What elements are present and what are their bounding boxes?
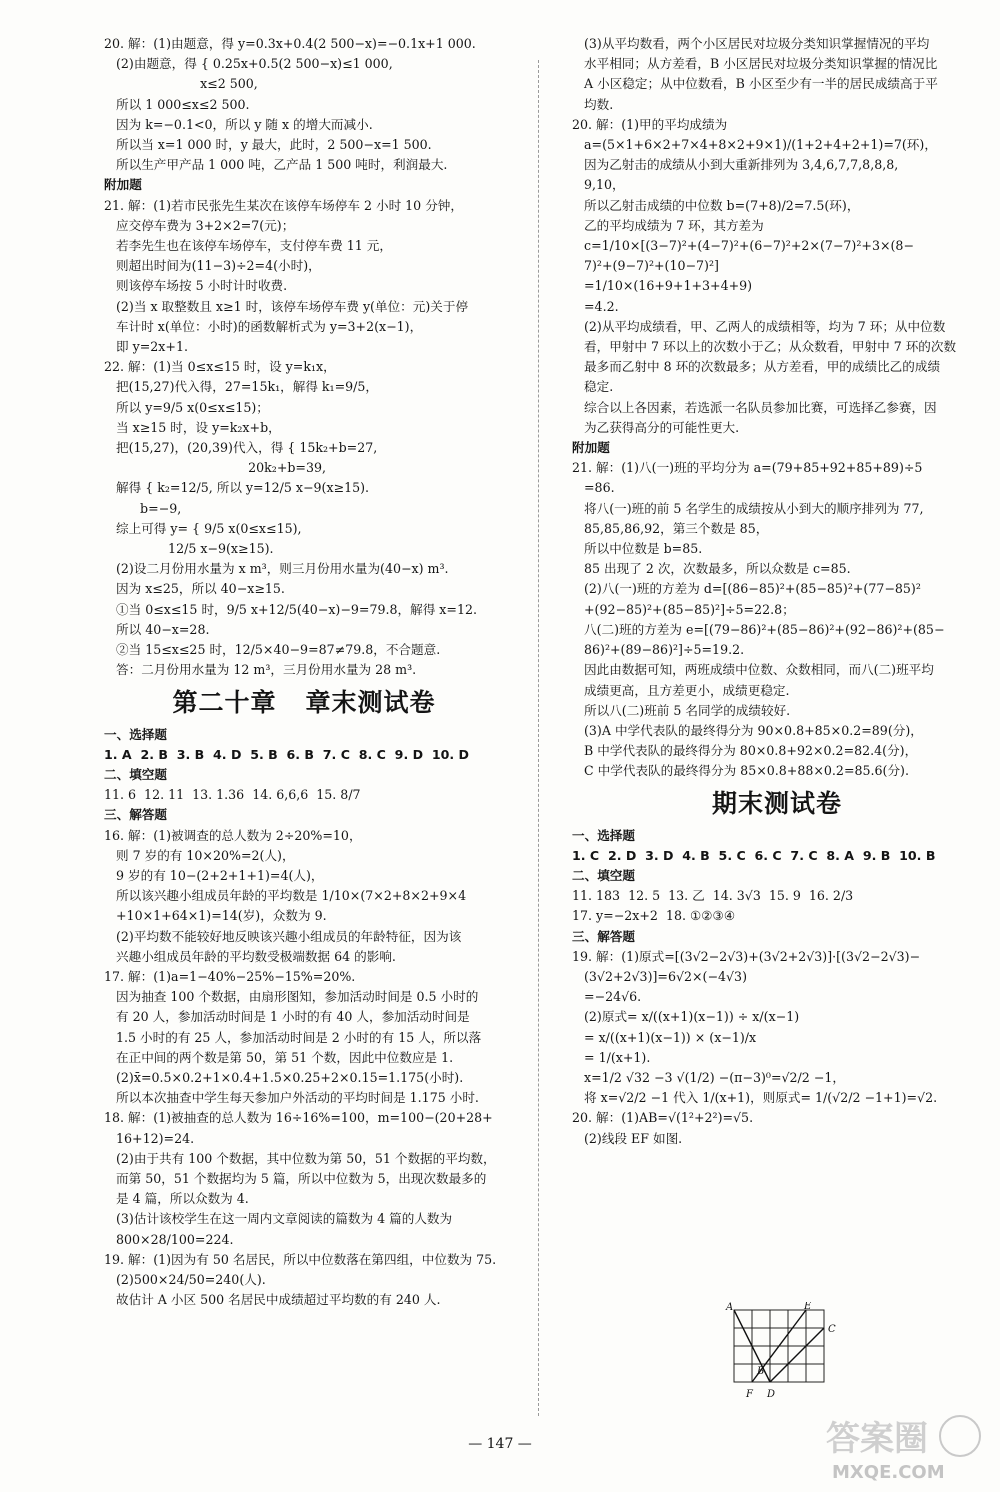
text-line: 所以八(二)班前 5 名同学的成绩较好. <box>572 702 791 718</box>
text-line: 因为乙射击的成绩从小到大重新排列为 3,4,6,7,7,8,8,8, <box>572 157 899 173</box>
question-line: 17. 解：(1)a=1−40%−25%−15%=20%. <box>104 968 356 984</box>
text-line: 所以该兴趣小组成员年龄的平均数是 1/10×(7×2+8×2+9×4 <box>104 888 467 904</box>
text-line: =86. <box>572 480 615 496</box>
text-line: 在正中间的两个数是第 50，第 51 个数，因此中位数应是 1. <box>104 1049 454 1065</box>
text-line: (2)x̄=0.5×0.2+1×0.4+1.5×0.25+2×0.15=1.175(小时). <box>104 1069 464 1085</box>
text-line: 因为 k=−0.1<0，所以 y 随 x 的增大而减小. <box>104 116 373 132</box>
text-line: (3)从平均数看，两个小区居民对垃圾分类知识掌握情况的平均 <box>572 36 930 51</box>
question-line: 16. 解：(1)被调查的总人数为 2÷20%=10， <box>104 827 362 843</box>
text-line: 成绩更高，且方差更小，成绩更稳定. <box>572 682 790 698</box>
text-line: (2)由于共有 100 个数据，其中位数为第 50，51 个数据的平均数， <box>104 1150 496 1166</box>
text-line: (2)八(一)班的方差为 d=[(86−85)²+(85−85)²+(77−85)² <box>572 581 921 597</box>
watermark-text: 答案圈 <box>826 1419 928 1459</box>
text-line: = 1/(x+1). <box>572 1049 651 1065</box>
text-line: 因为 x≤25，所以 40−x≥15. <box>104 581 285 597</box>
text-line: (3)A 中学代表队的最终得分为 90×0.8+85×0.2=89(分)， <box>572 722 923 738</box>
text-line: (2)线段 EF 如图. <box>572 1130 683 1146</box>
section-heading: 三、解答题 <box>104 807 167 823</box>
text-line: 即 y=2x+1. <box>104 339 188 355</box>
text-line: = x/((x+1)(x−1)) × (x−1)/x <box>572 1029 757 1045</box>
question-line: 21. 解：(1)八(一)班的平均分为 a=(79+85+92+85+89)÷5 <box>572 460 923 476</box>
text-line: 所以当 x=1 000 时，y 最大，此时，2 500−x=1 500. <box>104 137 432 153</box>
text-line: 所以本次抽查中学生每天参加户外活动的平均时间是 1.175 小时. <box>104 1090 479 1106</box>
text-line: 解得 { k₂=12/5, 所以 y=12/5 x−9(x≥15). <box>104 480 370 496</box>
question-line: 21. 解：(1)若市民张先生某次在该停车场停车 2 小时 10 分钟， <box>104 197 463 213</box>
text-line: 所以乙射击成绩的中位数 b=(7+8)/2=7.5(环)， <box>572 197 860 213</box>
watermark-url: MXQE.COM <box>832 1462 945 1483</box>
text-line: (2)原式= x/((x+1)(x−1)) ÷ x/(x−1) <box>572 1009 800 1025</box>
section-heading: 附加题 <box>572 440 610 456</box>
text-line: 86)²+(89−86)²]÷5=19.2. <box>572 642 745 658</box>
right-column <box>572 34 982 1149</box>
text-line: (3√2+2√3)]=6√2×(−4√3) <box>572 968 747 984</box>
text-line: c=1/10×[(3−7)²+(4−7)²+(6−7)²+2×(7−7)²+3×(8− <box>572 238 914 254</box>
text-line: x=1/2 √32 −3 √(1/2) −(π−3)⁰=√2/2 −1， <box>572 1069 845 1085</box>
text-line: 最多而乙射中 8 环的次数最多；从方差看，甲的成绩比乙的成绩 <box>572 359 941 375</box>
label-a: A <box>726 1302 734 1313</box>
text-line: 答：二月份用水量为 12 m³，三月份用水量为 28 m³. <box>104 662 417 678</box>
text-line: a=(5×1+6×2+7×4+8×2+9×1)/(1+2+4+2+1)=7(环)， <box>572 137 937 153</box>
text-line: 应交停车费为 3+2×2=7(元)； <box>104 217 295 233</box>
text-line: (2)由题意，得 { 0.25x+0.5(2 500−x)≤1 000, <box>104 56 393 72</box>
text-line: 则该停车场按 5 小时计时收费. <box>104 278 288 294</box>
question-line: 20. 解：(1)AB=√(1²+2²)=√5. <box>572 1110 754 1126</box>
section-heading: 二、填空题 <box>572 867 635 883</box>
text-line: 因此由数据可知，两班成绩中位数、众数相同，而八(二)班平均 <box>572 662 934 678</box>
text-line: 所以中位数是 b=85. <box>572 541 703 557</box>
section-heading: 二、填空题 <box>104 766 167 782</box>
section-heading: 一、选择题 <box>104 726 167 742</box>
text-line: 800×28/100=224. <box>104 1231 234 1247</box>
text-line: (2)设二月份用水量为 x m³，则三月份用水量为(40−x) m³. <box>104 561 449 577</box>
text-line: 均数. <box>572 96 614 112</box>
text-line: 车计时 x(单位：小时)的函数解析式为 y=3+2(x−1)， <box>104 318 423 334</box>
text-line: =1/10×(16+9+1+3+4+9) <box>572 278 753 294</box>
column-divider <box>538 60 539 1416</box>
text-line: 若李先生也在该停车场停车，支付停车费 11 元， <box>104 238 392 254</box>
text-line: 12/5 x−9(x≥15). <box>104 541 274 557</box>
text-line: 1. C 2. D 3. D 4. B 5. C 6. C 7. C 8. A 9. B 10. B <box>572 847 936 863</box>
text-line: A 小区稳定；从中位数看，B 小区至少有一半的居民成绩高于平 <box>572 76 938 92</box>
text-line: 稳定. <box>572 379 614 395</box>
text-line: 所以 40−x=28. <box>104 621 210 637</box>
question-line: 19. 解：(1)因为有 50 名居民，所以中位数落在第四组，中位数为 75. <box>104 1251 497 1267</box>
text-line: (2)从平均成绩看，甲、乙两人的成绩相等，均为 7 环；从中位数 <box>572 318 946 334</box>
text-line: 而第 50，51 个数据均为 5 篇，所以中位数为 5，出现次数最多的 <box>104 1170 487 1186</box>
text-line: 所以 y=9/5 x(0≤x≤15)； <box>104 399 269 415</box>
segment-dc <box>770 1328 824 1382</box>
text-line: C 中学代表队的最终得分为 85×0.8+88×0.2=85.6(分). <box>572 763 909 779</box>
text-line: 因为抽查 100 个数据，由扇形图知，参加活动时间是 0.5 小时的 <box>104 989 479 1005</box>
text-line: 把(15,27)代入得，27=15k₁，解得 k₁=9/5， <box>104 379 379 395</box>
label-c: C <box>828 1324 836 1335</box>
section-title: 第二十章 章末测试卷 <box>172 687 436 717</box>
text-line: 是 4 篇，所以众数为 4. <box>104 1191 249 1207</box>
text-line: 20k₂+b=39, <box>104 460 327 476</box>
text-line: ①当 0≤x≤15 时，9/5 x+12/5(40−x)−9=79.8，解得 x=12. <box>104 601 477 617</box>
text-line: 1. A 2. B 3. B 4. D 5. B 6. B 7. C 8. C 9. D 10. D <box>104 746 469 762</box>
label-f: F <box>746 1389 753 1400</box>
text-line: 兴趣小组成员年龄的平均数受极端数据 64 的影响. <box>104 948 396 964</box>
text-line: 9 岁的有 10−(2+2+1+1)=4(人)， <box>104 867 324 883</box>
text-line: (2)500×24/50=240(人). <box>104 1271 266 1287</box>
question-line: 19. 解：(1)原式=[(3√2−2√3)+(3√2+2√3)]·[(3√2−2√3)− <box>572 948 921 964</box>
text-line: 水平相同；从方差看，B 小区居民对垃圾分类知识掌握的情况比 <box>572 56 938 72</box>
text-line: 则 7 岁的有 10×20%=2(人)， <box>104 847 295 863</box>
text-line: 7)²+(9−7)²+(10−7)²] <box>572 258 719 274</box>
text-line: b=−9, <box>104 500 182 516</box>
label-d: D <box>767 1389 776 1400</box>
text-line: (2)平均数不能较好地反映该兴趣小组成员的年龄特征，因为该 <box>104 928 462 944</box>
text-line: x≤2 500, <box>104 76 258 92</box>
text-line: 综合以上各因素，若选派一名队员参加比赛，可选择乙参赛，因 <box>572 399 937 415</box>
question-line: 20. 解：(1)甲的平均成绩为 <box>572 116 728 132</box>
text-line: (3)估计该校学生在这一周内文章阅读的篇数为 4 篇的人数为 <box>104 1211 453 1227</box>
text-line: 11. 183 12. 5 13. 乙 14. 3√3 15. 9 16. 2/3 <box>572 888 854 904</box>
text-line: =−24√6. <box>572 989 642 1005</box>
text-line: 乙的平均成绩为 7 环，其方差为 <box>572 217 764 233</box>
question-line: 22. 解：(1)当 0≤x≤15 时，设 y=k₁x， <box>104 359 336 375</box>
text-line: 为乙获得高分的可能性更大. <box>572 419 740 435</box>
text-line: 16+12)=24. <box>104 1130 195 1146</box>
text-line: 所以 1 000≤x≤2 500. <box>104 96 250 112</box>
text-line: 将 x=√2/2 −1 代入 1/(x+1)，则原式= 1/(√2/2 −1+1)=√2. <box>572 1090 938 1106</box>
grid-figure <box>724 1302 842 1406</box>
text-line: 则超出时间为(11−3)÷2=4(小时)， <box>104 258 321 274</box>
text-line: =4.2. <box>572 298 619 314</box>
left-column <box>104 34 504 1310</box>
text-line: 17. y=−2x+2 18. ①②③④ <box>572 908 736 924</box>
section-title: 期末测试卷 <box>711 788 842 818</box>
section-heading: 附加题 <box>104 177 142 193</box>
text-line: 85,85,86,92，第三个数是 85， <box>572 520 769 536</box>
text-line: 当 x≥15 时，设 y=k₂x+b， <box>104 419 281 435</box>
text-line: B 中学代表队的最终得分为 80×0.8+92×0.2=82.4(分)， <box>572 743 918 759</box>
text-line: 9,10， <box>572 177 625 193</box>
text-line: 看，甲射中 7 环以上的次数小于乙；从众数看，甲射中 7 环的次数 <box>572 339 957 355</box>
text-line: 把(15,27)，(20,39)代入，得 { 15k₂+b=27, <box>104 440 378 456</box>
text-line: 1.5 小时的有 25 人，参加活动时间是 2 小时的有 15 人，所以落 <box>104 1029 482 1045</box>
text-line: 所以生产甲产品 1 000 吨，乙产品 1 500 吨时，利润最大. <box>104 157 448 173</box>
label-b: B <box>757 1366 765 1377</box>
text-line: ②当 15≤x≤25 时，12/5×40−9=87≠79.8，不合题意. <box>104 642 441 658</box>
watermark-logo <box>818 1412 994 1484</box>
text-line: 85 出现了 2 次，次数最多，所以众数是 c=85. <box>572 561 851 577</box>
text-line: 将八(一)班的前 5 名学生的成绩按从小到大的顺序排列为 77, <box>572 500 924 516</box>
question-line: 18. 解：(1)被抽查的总人数为 16÷16%=100，m=100−(20+28+ <box>104 1110 493 1126</box>
text-line: 故估计 A 小区 500 名居民中成绩超过平均数的有 240 人. <box>104 1292 441 1308</box>
label-e: E <box>804 1302 812 1312</box>
section-heading: 三、解答题 <box>572 928 635 944</box>
text-line: 有 20 人，参加活动时间是 1 小时的有 40 人，参加活动时间是 <box>104 1009 470 1025</box>
text-line: +(92−85)²+(85−85)²]÷5=22.8； <box>572 601 795 617</box>
text-line: 八(二)班的方差为 e=[(79−86)²+(85−86)²+(92−86)²+(85− <box>572 621 945 637</box>
section-heading: 一、选择题 <box>572 827 635 843</box>
page-number: — 147 — <box>468 1436 532 1452</box>
text-line: +10×1+64×1)=14(岁)，众数为 9. <box>104 908 327 924</box>
text-line: (2)当 x 取整数且 x≥1 时，该停车场停车费 y(单位：元)关于停 <box>104 298 469 314</box>
question-line: 20. 解：(1)由题意，得 y=0.3x+0.4(2 500−x)=−0.1x+1 000. <box>104 36 476 51</box>
text-line: 11. 6 12. 11 13. 1.36 14. 6,6,6 15. 8/7 <box>104 787 361 803</box>
text-line: 综上可得 y= { 9/5 x(0≤x≤15), <box>104 520 302 536</box>
